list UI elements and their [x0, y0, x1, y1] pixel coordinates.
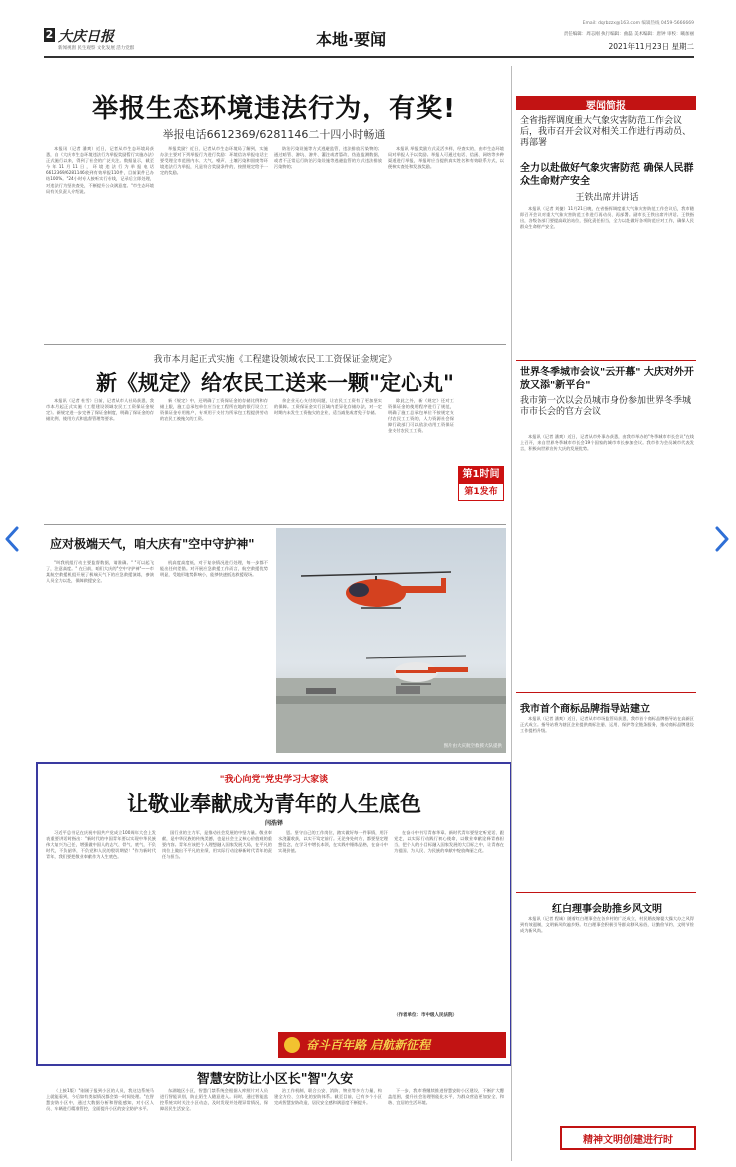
- bottom-col-2: [160, 1088, 268, 1164]
- right-column-divider: [511, 66, 512, 1161]
- brief-3-body: [520, 434, 694, 664]
- first-release-stamp: [458, 466, 504, 506]
- stamp-bottom: 第1发布: [458, 484, 504, 501]
- winter-col-1: [46, 560, 154, 750]
- stamp-top: 第1时间: [458, 466, 504, 484]
- top-col-4: [388, 146, 504, 346]
- bottom-col-4: [388, 1088, 504, 1164]
- feature-col-2: [162, 830, 272, 1025]
- winter-col-2: [160, 560, 268, 750]
- header-rule: [44, 56, 694, 58]
- contact-line: Email: dqrbzzx@163.com 编辑热线 0459-5666669: [582, 21, 694, 26]
- feature-col-4: [394, 830, 504, 1010]
- brief-3-subtitle: 我市第一次以会员城市身份参加世界冬季城市市长会的官方会议: [520, 396, 692, 417]
- mid-col-4: [388, 398, 454, 522]
- brief-2-body: [520, 206, 694, 356]
- chevron-left-icon: [5, 526, 19, 552]
- divider: [516, 692, 696, 693]
- divider: [44, 344, 506, 345]
- mid-col-1-text: 本报讯（记者 杜雪）日前，记者从市人社局获悉，我市本月起正式实施《工程建设领域农民工工资保证金规定》。新规定进一步完善了保证金制度，明确了保证金的存储比例、使用方式和监督管理等要求。: [46, 398, 154, 422]
- photo-caption: 图片由大庆航空救援大队提供: [443, 744, 502, 749]
- next-page-button[interactable]: [715, 526, 729, 552]
- feature-col-1: [46, 830, 156, 1025]
- feature-col-2-text: 国行业的主力军，是推动社会发展的中坚力量。敬业奉献，是中华民族的传统美德，也是社会主义核心价值观的重要内容。青年应该把个人理想融入国家发展大局，在平凡的岗位上做出不平凡的业绩，用实际行动诠释新时代青年的责任与担当。: [162, 830, 272, 860]
- header-subnav: 新闻视窗 民生观察 文化发展 活力党群: [58, 46, 135, 51]
- briefs-column: [516, 66, 696, 1161]
- top-col-4-text: 本报讯 举报奖励方式灵活多样，经查实的，由市生态环境局对举报人予以奖励。举报人可通过电话、信函、网络等多种渠道进行举报，举报时应当提供真实姓名和有效联系方式，以便核实查处和发放奖励。: [388, 146, 504, 170]
- top-col-1-text: 本报讯（记者 潘爽）近日，记者从市生态环境局获悉，自《大庆市生态环境违法行为举报奖励暂行实施办法》正式施行以来，得到了社会的广泛关注。数据显示，截至今年11月11日，环境违法行为举报电话6612369/6281146收到有效举报110件，目前案件已办结100%。"24小时专人接听实行专线，记录后立即处理，对违法行为坚决查处，不断提升公众满意度。"市生态环境局有关负责人介绍说。: [46, 146, 154, 194]
- top-col-1: [46, 146, 154, 346]
- civilization-badge: [560, 1126, 696, 1150]
- brief-5-title: 红白理事会助推乡风文明: [552, 904, 662, 915]
- section-title: 本地·要闻: [316, 30, 387, 49]
- editors-line: 责任编辑：周志刚 执行编辑：曲磊 美术编辑：唐钟 审校：曦加丽: [563, 32, 694, 37]
- mid-headline: 新《规定》给农民工送来一颗"定心丸": [96, 371, 454, 395]
- divider: [516, 360, 696, 361]
- bottom-col-4-text: 下一步，我市将继续推进智慧安防小区建设，不断扩大覆盖范围，提升社会治理智能化水平，为群众营造更加安全、和谐、宜居的生活环境。: [388, 1088, 504, 1106]
- top-headline: 举报生态环境违法行为，有奖!: [92, 94, 456, 124]
- top-col-2-text: 举报奖励？近日，记者从市生态环境局了解到，实施办法主要对下列举报行为进行奖励：环境信访举报电话主要受理全市范围内水、大气、噪声、土壤污染和固废等环境违法行为举报，凡是符合奖励条件的，按照规定给予一定的奖励。: [160, 146, 268, 176]
- party-emblem-icon: [284, 1037, 300, 1053]
- top-col-2: [160, 146, 268, 346]
- top-subheadline: 举报电话6612369/6281146二十四小时畅通: [162, 128, 386, 141]
- chevron-right-icon: [715, 526, 729, 552]
- helicopter-illustration: [276, 528, 506, 753]
- divider: [44, 524, 506, 525]
- brief-1-title: 全省指挥调度重大气象灾害防范工作会议后，我市召开会议对相关工作进行再动员、再部署: [520, 116, 692, 148]
- winter-col-2-text: 机高度高度低，对于复杂情况进行处理，每一步都不能出任何差错。对开展应急救援工作而言，航空救援优势明显，受地形地势影响小，能够快速抵达救援现场。: [160, 560, 268, 578]
- feature-author: 闫浩铎: [264, 820, 283, 827]
- feature-col-3-text: 恩。坚守自己的工作岗位，踏实做好每一件事情，用汗水浇灌收获，以实干笃定前行。无论身处何方，都要坚定理想信念，在学习中增长本领，在实践中锤炼品格，在奋斗中实现价值。: [278, 830, 388, 854]
- page-number: 2: [45, 28, 54, 41]
- brief-2-title: 全力以赴做好气象灾害防范 确保人民群众生命财产安全: [520, 163, 694, 187]
- mid-col-1: [46, 398, 154, 522]
- bottom-col-3-text: 治工作机制，联合公安、消防、物业等多方力量，构建全方位、立体化的安防体系。截至目前，已有多个小区完成智慧安防改造，居民安全感和满意度不断提升。: [274, 1088, 382, 1106]
- brief-2-body-text: 本报讯（记者 刘捷）11月21日晚，在省指挥调度重大气象灾害防范工作会议后，我市随即召开会议对重大气象灾害防范工作进行再动员、再部署。副市长王铁出席并讲话。王铁指出，各级各部门要提高政治站位，强化责任担当，全力以赴做好各项防范应对工作，确保人民群众生命财产安全。: [520, 206, 694, 230]
- bottom-col-1: [46, 1088, 154, 1164]
- brief-5-body: [520, 916, 694, 1116]
- helicopter-photo: [276, 528, 506, 753]
- feature-col-4-text: 在奋斗中书写青春华章。新时代青年要坚定听党话、跟党走，以实际行动践行初心使命，以敬业奉献诠释青春担当，把个人的小目标融入国家发展的大目标之中，让青春在为祖国、为人民、为民族的奉献中绽放绚丽之花。: [394, 830, 504, 854]
- feature-banner-text: 奋斗百年路 启航新征程: [306, 1038, 431, 1052]
- briefs-heading-bar: [516, 96, 696, 110]
- brief-3-body-text: 本报讯（记者 潘爽）近日，记者从市外事办获悉，由我市举办的"冬季城市市长会议"在线上召开，来自世界冬季城市市长会19个国家的城市市长参加会议。我市作为会员城市代表发言，积极向世界宣传大庆的发展优势。: [520, 434, 694, 452]
- mid-col-2: [160, 398, 268, 522]
- feature-frame: [36, 762, 512, 1066]
- top-col-3: [274, 146, 382, 346]
- bottom-col-1-text: （上接1版）"刚刚子报到小区的人员，我这边系统马上就能看到，今后如有类似情况都会第一时间处理。"在智慧安防小区中，通过大数据分析和智能感知，对小区人员、车辆进行精准管控，全面提升小区的安全防护水平。: [46, 1088, 154, 1112]
- prev-page-button[interactable]: [5, 526, 19, 552]
- brief-2-subtitle: 王铁出席并讲话: [575, 193, 639, 203]
- feature-banner: [278, 1032, 506, 1058]
- newspaper-logo: 大庆日报: [58, 29, 114, 45]
- top-col-3-text: 防治污染设施等方式逃避监管，违法排放污染物的；通过暗管、渗坑、渗井、灌注或者篡改、伪造监测数据，或者不正常运行防治污染设施等逃避监管的方式违法排放污染物的；: [274, 146, 382, 170]
- brief-4-body-text: 本报讯（记者 潘爽）近日，记者从市市场监管局获悉，我市首个商标品牌指导站在高新区正式成立。指导站将为辖区企业提供商标注册、运用、保护等全链条服务，推动商标品牌建设工作提档升级。: [520, 716, 694, 734]
- divider: [516, 892, 696, 893]
- mid-kicker: 我市本月起正式实施《工程建设领域农民工工资保证金规定》: [153, 355, 397, 365]
- brief-3-title: 世界冬季城市会议"云开幕" 大庆对外开放又添"新平台": [520, 367, 694, 391]
- feature-col-1-text: 习近平总书记在庆祝中国共产党成立100周年大会上发表重要讲话时指出："新时代的中国青年要以实现中华民族伟大复兴为己任，增强做中国人的志气、骨气、底气，不负时代，不负韶华，不负党和人民的殷切期望！"作为新时代青年，我们要把敬业奉献作为人生底色。: [46, 830, 156, 860]
- bottom-col-2-text: 东湖地区小区，智慧门禁系统会根据入库照片对人员进行智能识别，防止陌生人随意进入。同时，通过智能监控系统实时关注小区动态，及时发现并处理异常情况，保障居民生活安全。: [160, 1088, 268, 1112]
- briefs-heading: 要闻简报: [586, 101, 626, 112]
- mid-col-2-text: 新《规定》中，还明确了工资保证金的存储比例和存储上限，施工总承包单位应当在工程所在地的银行设立工资保证金专用账户，专项用于支付为所承包工程提供劳动的农民工被拖欠的工资。: [160, 398, 268, 422]
- brief-4-title: 我市首个商标品牌指导站建立: [520, 704, 650, 715]
- feature-source: （作者单位：市中级人民法院）: [394, 1013, 457, 1018]
- bottom-col-3: [274, 1088, 382, 1164]
- feature-headline: 让敬业奉献成为青年的人生底色: [127, 792, 421, 816]
- winter-headline: 应对极端天气，咱大庆有"空中守护神": [50, 537, 255, 551]
- winter-col-1-text: "叫我机组行动主要监督数据，请准确。" "可以起飞了，注意高度。" 在日前，咱们大庆的"空中守护神"——市某航空救援机组开展了极端天气下的应急救援演练，参演人员全力以赴，保障救援安全。: [46, 560, 154, 584]
- mid-col-3-text: 余企业无心支付的问题，让农民工工资有了更加坚实的保障。工资保证金实行区域内差异化存储办法，对一定时期内未发生工资拖欠的企业，适当减免或者免于存储。: [274, 398, 382, 416]
- brief-5-body-text: 本报讯（记者 程诚）随着红白理事会在各乡村的广泛成立，村民婚丧嫁娶大操大办之风得到有效遏制，文明新风吹遍乡野。红白理事会积极引导群众移风易俗，让勤俭节约、文明节俭成为新风尚。: [520, 916, 694, 934]
- header: [44, 20, 694, 60]
- feature-col-3: [278, 830, 388, 1025]
- issue-date: 2021年11月23日 星期二: [608, 42, 694, 51]
- mid-col-4-text: 除此之外，新《规定》还对工资保证金的使用程序进行了规范，明确了施工总承包单位不按规定支付农民工工资的，人力资源社会保障行政部门可以依法动用工资保证金支付农民工工资。: [388, 398, 454, 434]
- bottom-headline: 智慧安防让小区长"智"久安: [196, 1072, 354, 1087]
- mid-col-3: [274, 398, 382, 522]
- brief-4-body: [520, 716, 694, 844]
- feature-kicker: "我心向党"党史学习大家谈: [219, 775, 329, 785]
- civilization-badge-text: 精神文明创建进行时: [583, 1135, 673, 1146]
